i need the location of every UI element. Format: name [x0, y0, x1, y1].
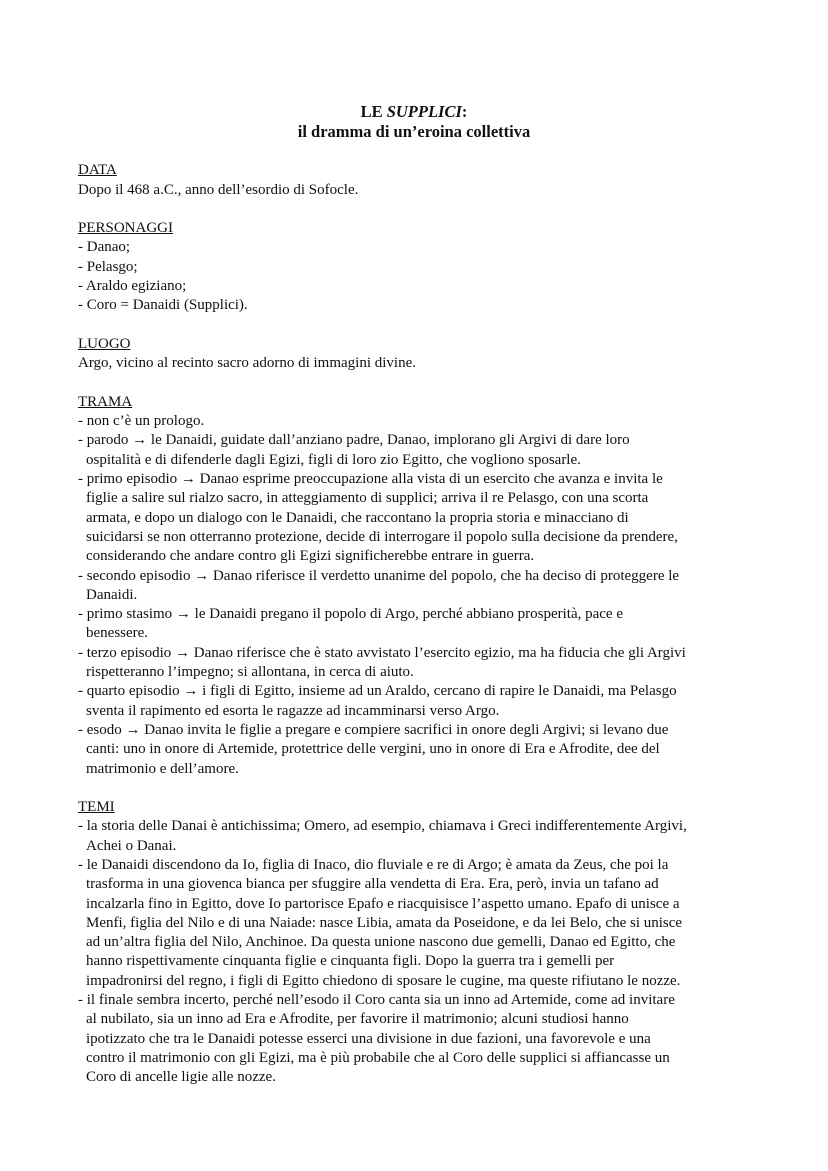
document-title — [78, 102, 750, 122]
section-heading: TEMI — [78, 799, 115, 816]
text-line: - non c’è un prologo. — [78, 413, 205, 430]
text-line: Danaidi. — [86, 586, 138, 603]
document-page — [78, 102, 798, 1088]
list-item — [78, 605, 798, 644]
section-temi — [78, 779, 798, 1088]
text-line: incalzarla fino in Egitto, dove Io partorisce Epafo e riacquisisce l’aspetto umano. Epafo di unisce a — [86, 895, 680, 912]
text-line: considerando che andare contro gli Egizi significherebbe entrare in guerra. — [86, 548, 535, 565]
section-heading: PERSONAGGI — [78, 220, 174, 237]
list-item — [78, 354, 798, 373]
list-item — [78, 431, 798, 470]
text-line: ipotizzato che tra le Danaidi potesse esserci una divisione in due fazioni, una favorevole e una — [86, 1030, 651, 1047]
text-line: - terzo episodio → Danao riferisce che è stato avvistato l’esercito egizio, ma ha fiducia che gli Argivi — [78, 644, 686, 661]
list-item — [78, 682, 798, 721]
text-line: hanno rispettivamente cinquanta figlie e cinquanta figli. Dopo la guerra tra i gemelli per — [86, 953, 615, 970]
text-line: canti: uno in onore di Artemide, protettrice delle vergini, uno in onore di Era e Afrodite, dee del — [86, 741, 660, 758]
text-line: contro il matrimonio con gli Egizi, ma è più probabile che al Coro delle supplici si affiancasse un — [86, 1049, 670, 1066]
list-item — [78, 991, 798, 1087]
text-line: ad un’altra figlia del Nilo, Anchinoe. Da questa unione nascono due gemelli, Danao ed Egitto, che — [86, 934, 676, 951]
text-line: suicidarsi se non otterranno protezione, decide di interrogare il popolo sulla decisione da prendere, — [86, 528, 678, 545]
list-item — [78, 181, 798, 200]
text-line: - Coro = Danaidi (Supplici). — [78, 297, 248, 314]
text-line: - la storia delle Danai è antichissima; Omero, ad esempio, chiamava i Greci indifferentemente Argivi, — [78, 818, 687, 835]
list-item — [78, 817, 798, 856]
list-item — [78, 296, 798, 315]
list-item — [78, 856, 798, 991]
text-line: - parodo → le Danaidi, guidate dall’anziano padre, Danao, implorano gli Argivi di dare loro — [78, 432, 630, 449]
text-line: rispetteranno l’impegno; si allontana, in cerca di aiuto. — [86, 664, 414, 681]
text-line: figlie a salire sul rialzo sacro, in atteggiamento di supplici; arriva il re Pelasgo, con una scorta — [86, 490, 649, 507]
text-line: Coro di ancelle ligie alle nozze. — [86, 1069, 276, 1086]
section-heading: DATA — [78, 162, 117, 179]
title-italic: SUPPLICI — [386, 102, 462, 121]
text-line: trasforma in una giovenca bianca per sfuggire alla vendetta di Era. Era, però, invia un tafano ad — [86, 876, 659, 893]
text-line: impadronirsi del regno, i figli di Egitto chiedono di sposare le cugine, ma queste rifiutano le nozze. — [86, 972, 681, 989]
list-item — [78, 567, 798, 606]
text-line: - Danao; — [78, 239, 131, 256]
text-line: - le Danaidi discendono da Io, figlia di Inaco, dio fluviale e re di Argo; è amata da Zeus, che poi la — [78, 856, 669, 873]
document-body — [78, 142, 798, 1088]
text-line: - Araldo egiziano; — [78, 278, 187, 295]
title-prefix: LE — [360, 102, 387, 121]
list-item — [78, 470, 798, 566]
text-line: al nubilato, sia un inno ad Era e Afrodite, per favorire il matrimonio; alcuni studiosi hanno — [86, 1011, 629, 1028]
section-trama — [78, 374, 798, 779]
text-line: Argo, vicino al recinto sacro adorno di immagini divine. — [78, 355, 416, 372]
text-line: Achei o Danai. — [86, 837, 177, 854]
list-item — [78, 721, 798, 779]
list-item — [78, 644, 798, 683]
section-data — [78, 142, 798, 200]
list-item — [78, 412, 798, 431]
text-line: ospitalità e di difenderle dagli Egizi, figli di loro zio Egitto, che vogliono sposarle. — [86, 451, 581, 468]
section-heading: TRAMA — [78, 393, 133, 410]
text-line: - il finale sembra incerto, perché nell’esodo il Coro canta sia un inno ad Artemide, come ad invitare — [78, 992, 675, 1009]
text-line: - primo episodio → Danao esprime preoccupazione alla vista di un esercito che avanza e invita le — [78, 471, 663, 488]
text-line: - esodo → Danao invita le figlie a pregare e compiere sacrifici in onore degli Argivi; si levano due — [78, 721, 669, 738]
section-heading: LUOGO — [78, 335, 131, 352]
text-line: Menfi, figlia del Nilo e di una Naiade: nasce Libia, amata da Poseidone, e da lei Belo, che si unisce — [86, 914, 683, 931]
list-item — [78, 238, 798, 257]
text-line: - primo stasimo → le Danaidi pregano il popolo di Argo, perché abbiano prosperità, pace e — [78, 606, 623, 623]
text-line: sventa il rapimento ed esorta le ragazze ad incamminarsi verso Argo. — [86, 702, 500, 719]
text-line: armata, e dopo un dialogo con le Danaidi, che raccontano la propria storia e minacciano di — [86, 509, 629, 526]
title-suffix: : — [461, 102, 468, 121]
text-line: benessere. — [86, 625, 149, 642]
list-item — [78, 277, 798, 296]
text-line: - secondo episodio → Danao riferisce il verdetto unanime del popolo, che ha deciso di proteggere le — [78, 567, 680, 584]
section-personaggi — [78, 200, 798, 316]
document-subtitle: il dramma di un’eroina collettiva — [297, 122, 531, 141]
section-luogo — [78, 316, 798, 374]
text-line: Dopo il 468 a.C., anno dell’esordio di Sofocle. — [78, 181, 359, 198]
text-line: matrimonio e dell’amore. — [86, 760, 239, 777]
list-item — [78, 258, 798, 277]
text-line: - quarto episodio → i figli di Egitto, insieme ad un Araldo, cercano di rapire le Danaidi, ma Pelasgo — [78, 683, 677, 700]
text-line: - Pelasgo; — [78, 258, 138, 275]
